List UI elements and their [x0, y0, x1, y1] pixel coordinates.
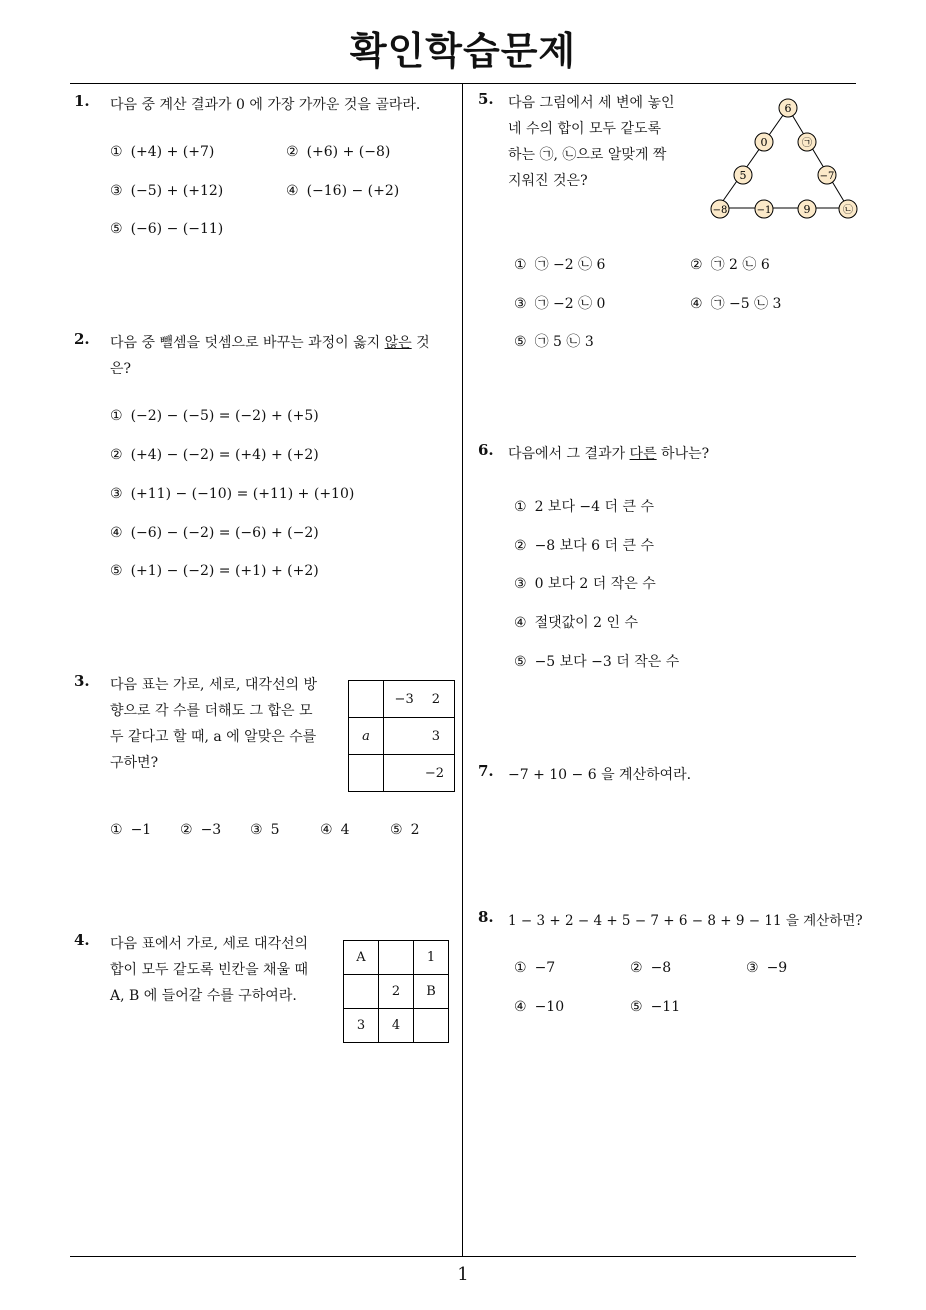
option-text: −11 [650, 999, 681, 1015]
option-mark: ② [110, 447, 123, 463]
question-2 [74, 330, 458, 590]
table-cell [349, 681, 384, 718]
option-text: ㉠ −2 ㉡ 6 [534, 257, 606, 273]
question-6 [478, 441, 862, 681]
underlined-word: 다른 [629, 446, 657, 462]
question-text-part: 다음에서 그 결과가 [508, 446, 630, 462]
option-mark: ① [110, 408, 123, 424]
option-text: −9 [766, 960, 788, 976]
question-number: 6. [478, 441, 494, 459]
table-cell [379, 941, 414, 975]
option-mark: ④ [690, 296, 703, 312]
option-5[interactable] [110, 563, 319, 579]
number-triangle-diagram [706, 90, 862, 225]
node-label: −1 [756, 205, 772, 216]
question-text [110, 931, 340, 1009]
option-mark: ① [514, 960, 527, 976]
option-mark: ⑤ [110, 221, 123, 237]
option-text: (−6) − (−2) = (−6) + (−2) [130, 525, 319, 541]
option-text: (−16) − (+2) [306, 183, 400, 199]
underlined-word: 않은 [384, 335, 412, 351]
triangle-node [755, 200, 773, 218]
table-cell: −2 [384, 755, 455, 792]
question-1 [74, 92, 454, 252]
option-3[interactable] [110, 486, 354, 502]
option-mark: ④ [514, 999, 527, 1015]
option-1[interactable] [514, 254, 605, 274]
node-label: −7 [819, 171, 835, 182]
table-cell: A [344, 941, 379, 975]
question-number: 4. [74, 931, 90, 949]
option-text: (+4) − (−2) = (+4) + (+2) [130, 447, 319, 463]
question-text-part: 은? [110, 361, 132, 377]
option-mark: ② [514, 538, 527, 554]
question-text-part: 다음 중 뺄셈을 덧셈으로 바꾸는 과정이 옳지 [110, 335, 385, 351]
option-mark: ⑤ [514, 654, 527, 670]
option-5[interactable] [514, 651, 679, 671]
option-2[interactable] [110, 447, 319, 463]
option-text: (+4) + (+7) [130, 144, 215, 160]
option-1[interactable] [514, 960, 555, 976]
option-text: ㉠ −2 ㉡ 0 [534, 296, 606, 312]
question-line: 다음 그림에서 세 변에 놓인 [508, 95, 675, 111]
option-1[interactable] [110, 144, 214, 160]
node-label: 9 [803, 203, 811, 216]
column-divider [462, 83, 463, 1256]
question-line: 다음 표에서 가로, 세로 대각선의 [110, 936, 309, 952]
question-line: 합이 모두 같도록 빈칸을 채울 때 [110, 962, 309, 978]
question-line: 두 같다고 할 때, a 에 알맞은 수를 [110, 729, 317, 745]
option-4[interactable] [514, 612, 638, 632]
question-text [110, 672, 340, 776]
option-mark: ① [110, 822, 123, 838]
option-text: ㉠ 2 ㉡ 6 [710, 257, 770, 273]
option-mark: ⑤ [630, 999, 643, 1015]
table-cell: 3 [344, 1009, 379, 1043]
option-2[interactable] [286, 144, 390, 160]
question-text [110, 330, 456, 382]
option-4[interactable] [110, 525, 319, 541]
option-mark: ⑤ [514, 334, 527, 350]
table-cell-a: a [349, 718, 384, 755]
option-3[interactable] [746, 960, 787, 976]
option-text: (+1) − (−2) = (+1) + (+2) [130, 563, 319, 579]
top-rule [70, 83, 856, 84]
option-text: (+11) − (−10) = (+11) + (+10) [130, 486, 355, 502]
option-mark: ③ [250, 822, 263, 838]
node-label: 0 [760, 136, 768, 149]
option-2[interactable] [180, 822, 221, 838]
question-number: 5. [478, 90, 494, 108]
triangle-node [818, 166, 836, 184]
option-text: 4 [340, 822, 350, 838]
table-cell: 4 [379, 1009, 414, 1043]
question-text: −7 + 10 − 6 을 계산하여라. [508, 767, 692, 783]
question-text-part: 하나는? [656, 446, 710, 462]
option-text: (−5) + (+12) [130, 183, 224, 199]
option-5[interactable] [630, 999, 680, 1015]
option-3[interactable] [250, 822, 279, 838]
page-number: 1 [457, 1264, 469, 1285]
option-mark: ④ [320, 822, 333, 838]
question-line: 다음 표는 가로, 세로, 대각선의 방 [110, 677, 317, 693]
option-mark: ② [180, 822, 193, 838]
option-text: −10 [534, 999, 565, 1015]
question-8 [478, 908, 862, 1028]
question-text: 1 − 3 + 2 − 4 + 5 − 7 + 6 − 8 + 9 − 11 을 계산하면? [508, 913, 863, 929]
option-mark: ⑤ [110, 563, 123, 579]
node-label: −8 [712, 205, 728, 216]
option-text: ㉠ −5 ㉡ 3 [710, 296, 782, 312]
option-5[interactable] [514, 331, 594, 351]
option-5[interactable] [390, 822, 419, 838]
option-mark: ② [690, 257, 703, 273]
option-mark: ③ [514, 296, 527, 312]
table-cell: 2 [379, 975, 414, 1009]
option-2[interactable] [630, 960, 671, 976]
option-mark: ③ [746, 960, 759, 976]
question-text [508, 441, 709, 467]
option-text: −8 보다 6 더 큰 수 [534, 538, 654, 554]
bottom-rule [70, 1256, 856, 1257]
option-mark: ① [110, 144, 123, 160]
question-number: 3. [74, 672, 90, 690]
option-mark: ④ [286, 183, 299, 199]
option-4[interactable] [514, 999, 564, 1015]
option-mark: ⑤ [390, 822, 403, 838]
option-mark: ④ [110, 525, 123, 541]
option-mark: ④ [514, 615, 527, 631]
triangle-node [779, 99, 797, 117]
option-mark: ① [514, 257, 527, 273]
node-label: ㉡ [843, 205, 853, 216]
question-number: 7. [478, 762, 494, 780]
option-4[interactable] [286, 183, 399, 199]
option-text: −8 [650, 960, 672, 976]
table-cell [349, 755, 384, 792]
option-text: ㉠ 5 ㉡ 3 [534, 334, 594, 350]
option-1[interactable] [514, 496, 654, 516]
option-mark: ① [514, 499, 527, 515]
option-3[interactable] [110, 183, 223, 199]
triangle-node [755, 133, 773, 151]
magic-square-table [348, 680, 455, 792]
node-label: 6 [784, 102, 792, 115]
question-number: 2. [74, 330, 90, 348]
option-2[interactable] [514, 535, 654, 555]
question-line: 향으로 각 수를 더해도 그 합은 모 [110, 703, 313, 719]
question-line: A, B 에 들어갈 수를 구하여라. [110, 988, 297, 1004]
option-mark: ② [630, 960, 643, 976]
option-mark: ③ [514, 576, 527, 592]
node-label: 5 [739, 169, 747, 182]
triangle-node [798, 200, 816, 218]
question-number: 1. [74, 92, 90, 110]
option-3[interactable] [514, 293, 605, 313]
table-cell: 3 [384, 718, 455, 755]
option-4[interactable] [690, 293, 781, 313]
option-2[interactable] [690, 254, 770, 274]
option-text: 절댓값이 2 인 수 [534, 615, 638, 631]
question-3 [74, 672, 458, 852]
option-text: (−2) − (−5) = (−2) + (+5) [130, 408, 319, 424]
triangle-node [734, 166, 752, 184]
triangle-node [839, 200, 857, 218]
option-1[interactable] [110, 822, 151, 838]
option-1[interactable] [110, 408, 319, 424]
question-line: 지워진 것은? [508, 173, 588, 189]
option-text: −3 [200, 822, 222, 838]
question-4 [74, 931, 458, 1051]
option-text: (+6) + (−8) [306, 144, 391, 160]
option-text: (−6) − (−11) [130, 221, 224, 237]
table-cell [344, 975, 379, 1009]
question-number: 8. [478, 908, 494, 926]
option-3[interactable] [514, 573, 656, 593]
question-text [508, 90, 694, 194]
option-text: −1 [130, 822, 152, 838]
option-5[interactable] [110, 221, 223, 237]
option-text: 2 보다 −4 더 큰 수 [534, 499, 654, 515]
table-cell: 1 [414, 941, 449, 975]
node-label: ㉠ [802, 138, 812, 149]
table-value: −3 [394, 691, 414, 707]
option-mark: ③ [110, 183, 123, 199]
table-cell [414, 1009, 449, 1043]
option-text: 2 [410, 822, 420, 838]
table-value: 2 [431, 691, 440, 707]
table-cell: B [414, 975, 449, 1009]
option-text: −5 보다 −3 더 작은 수 [534, 654, 680, 670]
option-text: 5 [270, 822, 280, 838]
page-title: 확인학습문제 [349, 29, 577, 73]
option-mark: ③ [110, 486, 123, 502]
option-4[interactable] [320, 822, 349, 838]
triangle-node [798, 133, 816, 151]
option-text: −7 [534, 960, 556, 976]
question-line: 네 수의 합이 모두 같도록 [508, 121, 662, 137]
table-cell [384, 681, 455, 718]
question-text-part: 것 [411, 335, 430, 351]
triangle-node [711, 200, 729, 218]
question-text: 다음 중 계산 결과가 0 에 가장 가까운 것을 골라라. [110, 97, 421, 113]
option-text: 0 보다 2 더 작은 수 [534, 576, 656, 592]
magic-square-table [343, 940, 449, 1043]
question-5 [478, 90, 862, 360]
option-mark: ② [286, 144, 299, 160]
question-line: 구하면? [110, 755, 159, 771]
question-line: 하는 ㉠, ㉡으로 알맞게 짝 [508, 147, 667, 163]
question-7 [478, 762, 862, 792]
